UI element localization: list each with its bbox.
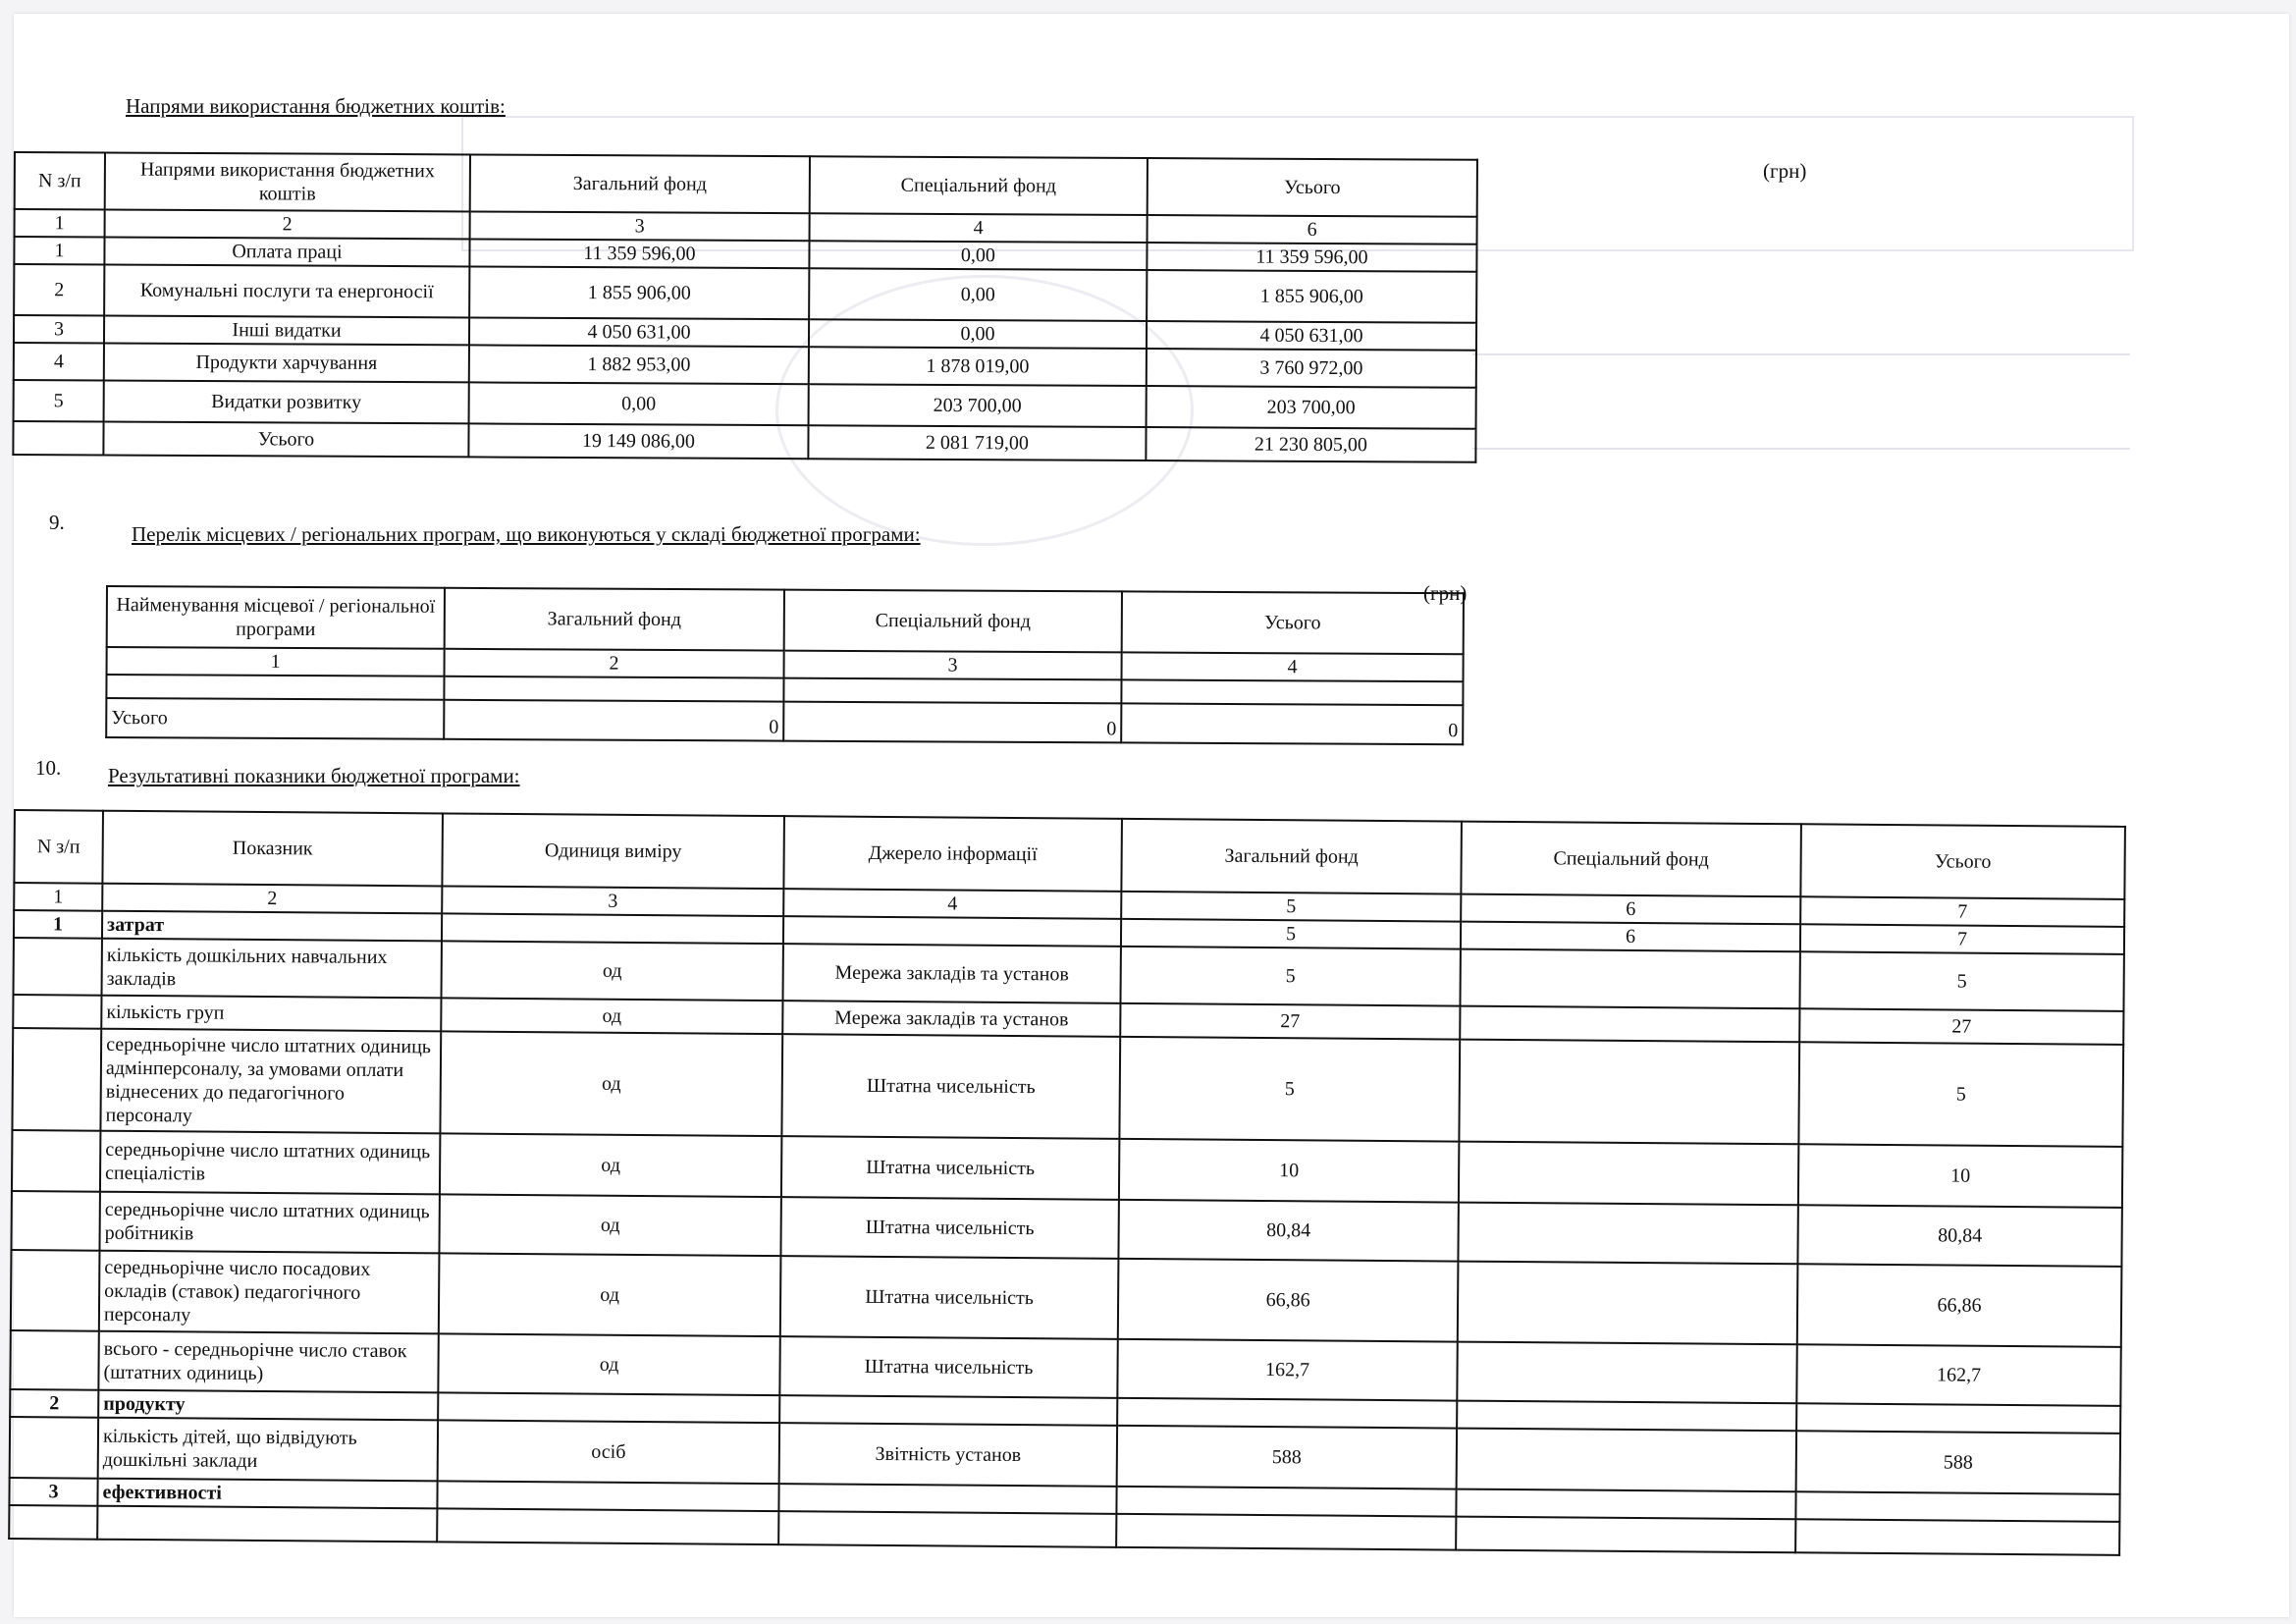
col-number: 1	[14, 883, 102, 911]
empty-cell	[444, 677, 783, 702]
col-number: 2	[445, 649, 784, 678]
indicator-name: середньорічне число штатних одиниць спеціалістів	[100, 1131, 440, 1195]
empty-cell	[97, 1506, 437, 1543]
total: 80,84	[1797, 1205, 2121, 1267]
col-header: Джерело інформації	[783, 816, 1122, 892]
empty-cell	[1796, 1403, 2120, 1434]
indicator-unit: од	[439, 1194, 780, 1256]
empty-cell	[9, 1505, 97, 1540]
empty-cell	[437, 1481, 778, 1511]
indicator-source: Штатна чисельність	[780, 1256, 1119, 1339]
empty-cell	[106, 675, 444, 700]
special-fund: 0	[783, 702, 1121, 743]
indicator-source: Штатна чисельність	[781, 1034, 1120, 1139]
indicator-name: кількість груп	[101, 996, 441, 1032]
col-number: 4	[783, 889, 1121, 919]
col-number: 5	[1121, 892, 1461, 922]
special-fund	[1460, 1006, 1799, 1043]
section9-title: Перелік місцевих / регіональних програм, що виконуються у складі бюджетної програми:	[132, 522, 921, 546]
group-number: 2	[10, 1389, 98, 1418]
direction-name: Продукти харчування	[104, 343, 469, 382]
empty-cell	[1117, 1398, 1457, 1429]
empty-cell	[783, 678, 1121, 704]
indicator-name: середньорічне число штатних одиниць робітників	[99, 1192, 439, 1254]
empty-cell	[1457, 1401, 1796, 1432]
indicator-name: середньорічне число штатних одиниць адмінперсоналу, за умовами оплати віднесених до педагогічного персоналу	[100, 1029, 441, 1134]
performance-indicators-table	[8, 809, 2126, 1556]
col-number: 3	[442, 886, 783, 916]
row-number: 2	[14, 264, 104, 315]
col-number: 6	[1148, 215, 1477, 244]
general-fund: 19 149 086,00	[468, 423, 808, 459]
col-header: Спеціальний фонд	[810, 156, 1148, 215]
total: 5	[1799, 951, 2123, 1011]
empty-cell	[1795, 1491, 2119, 1522]
total: 1 855 906,00	[1147, 270, 1476, 323]
col-header: Напрями використання бюджетних коштів	[105, 152, 470, 211]
indicator-source: Штатна чисельність	[780, 1197, 1118, 1259]
col-number: 1	[107, 647, 445, 677]
col-header: Усього	[1122, 591, 1464, 654]
total: 162,7	[1796, 1344, 2120, 1406]
col-header: Загальний фонд	[445, 588, 784, 651]
total: 3 760 972,00	[1147, 349, 1476, 388]
col-number: 4	[1122, 652, 1464, 681]
empty-cell	[10, 1330, 98, 1390]
col-header: N з/п	[14, 810, 103, 884]
total: 27	[1799, 1008, 2123, 1045]
indicator-unit: од	[440, 1031, 782, 1136]
col-header: Одиниця виміру	[442, 813, 784, 889]
indicator-source: Штатна чисельність	[779, 1336, 1117, 1398]
empty-cell	[437, 1508, 778, 1544]
general-fund: 1 855 906,00	[469, 266, 809, 319]
empty-cell	[1116, 1487, 1456, 1517]
indicator-source: Мережа закладів та установ	[782, 1001, 1120, 1037]
empty-cell	[12, 1028, 101, 1131]
empty-cell	[11, 1191, 99, 1251]
table-row	[14, 264, 1476, 323]
empty-cell	[778, 1511, 1116, 1547]
col-number: 6	[1461, 894, 1800, 925]
indicator-source: Мережа закладів та установ	[782, 944, 1120, 1003]
col-number: 6	[1461, 922, 1800, 952]
group-number: 3	[9, 1478, 97, 1506]
special-fund: 203 700,00	[809, 384, 1147, 427]
col-number: 2	[102, 884, 442, 914]
indicator-unit: осіб	[438, 1420, 779, 1484]
group-name: затрат	[102, 911, 442, 942]
general-fund: 27	[1120, 1003, 1460, 1040]
total: 21 230 805,00	[1146, 427, 1475, 462]
total-label: Усього	[103, 421, 468, 457]
empty-cell	[442, 913, 783, 944]
total: 588	[1796, 1431, 2120, 1494]
col-header: Найменування місцевої / регіональної програми	[107, 586, 445, 649]
indicator-unit: од	[439, 1253, 781, 1336]
special-fund: 2 081 719,00	[808, 425, 1146, 460]
special-fund	[1459, 1142, 1798, 1206]
general-fund: 5	[1119, 1037, 1460, 1142]
table-row	[12, 1028, 2123, 1147]
special-fund	[1459, 1040, 1799, 1145]
budget-directions-table	[12, 151, 1478, 463]
special-fund	[1458, 1203, 1797, 1265]
direction-name: Інші видатки	[104, 315, 469, 345]
indicator-name: всього - середньорічне число ставок (штатних одиниць)	[98, 1331, 438, 1393]
empty-cell	[1456, 1489, 1795, 1520]
indicator-unit: од	[438, 1333, 779, 1395]
empty-cell	[779, 1395, 1117, 1426]
total: 66,86	[1797, 1264, 2122, 1347]
empty-cell	[11, 1250, 100, 1331]
group-name: ефективності	[97, 1479, 437, 1509]
row-number: 1	[14, 237, 104, 264]
bleed-through-line	[1472, 353, 2130, 355]
general-fund: 10	[1119, 1139, 1459, 1203]
col-number: 3	[470, 211, 810, 241]
indicator-name: середньорічне число посадових окладів (ставок) педагогічного персоналу	[99, 1251, 440, 1334]
group-number: 1	[14, 910, 102, 939]
total: 203 700,00	[1147, 386, 1476, 429]
col-number: 7	[1800, 896, 2124, 927]
special-fund: 0,00	[809, 268, 1147, 321]
general-fund: 4 050 631,00	[469, 317, 809, 347]
empty-cell	[10, 1417, 98, 1479]
table-header-row	[107, 586, 1464, 654]
direction-name: Комунальні послуги та енергоносії	[104, 264, 469, 317]
special-fund: 0,00	[809, 241, 1147, 270]
section10-title: Результативні показники бюджетної програми:	[108, 764, 520, 787]
row-number: 5	[14, 380, 104, 421]
special-fund	[1460, 949, 1799, 1009]
special-fund	[1457, 1342, 1796, 1404]
empty-cell	[783, 916, 1121, 947]
table-header-row	[15, 152, 1477, 217]
direction-name: Видатки розвитку	[104, 380, 469, 423]
bleed-through-line	[1472, 448, 2130, 450]
indicator-source: Штатна чисельність	[781, 1136, 1119, 1200]
total: 5	[1798, 1042, 2123, 1147]
indicator-name: кількість дошкільних навчальних закладів	[102, 939, 442, 999]
empty-cell	[12, 1130, 100, 1192]
col-header: N з/п	[15, 152, 105, 209]
general-fund: 588	[1117, 1426, 1457, 1489]
empty-cell	[1121, 679, 1463, 705]
special-fund: 0,00	[809, 319, 1147, 349]
total: 11 359 596,00	[1147, 243, 1476, 272]
col-number: 4	[810, 213, 1148, 243]
col-number: 5	[1121, 919, 1461, 949]
general-fund: 11 359 596,00	[469, 239, 809, 268]
general-fund: 0	[444, 700, 783, 741]
section9-unit: (грн)	[1423, 581, 1468, 605]
col-header: Усього	[1148, 158, 1477, 217]
col-header: Показник	[102, 811, 443, 887]
empty-cell	[13, 421, 103, 455]
total-row	[106, 698, 1463, 744]
total-row	[13, 421, 1475, 462]
section10-number: 10.	[35, 756, 62, 780]
special-fund	[1458, 1262, 1798, 1345]
total-label: Усього	[106, 698, 444, 739]
empty-cell	[1116, 1514, 1456, 1550]
total: 10	[1798, 1144, 2122, 1208]
indicator-unit: од	[442, 941, 783, 1001]
section8-title: Напрями використання бюджетних коштів:	[126, 94, 506, 118]
col-header: Усього	[1800, 824, 2125, 899]
regional-programs-table	[105, 585, 1465, 745]
general-fund: 80,84	[1118, 1200, 1458, 1262]
empty-cell	[778, 1484, 1116, 1514]
empty-cell	[438, 1392, 779, 1423]
indicator-name: кількість дітей, що відвідують дошкільні заклади	[98, 1418, 438, 1482]
empty-cell	[1456, 1517, 1795, 1553]
col-header: Спеціальний фонд	[784, 590, 1122, 653]
direction-name: Оплата праці	[104, 237, 469, 266]
general-fund: 1 882 953,00	[469, 345, 809, 384]
indicator-unit: од	[441, 998, 782, 1034]
col-number: 3	[784, 651, 1122, 680]
special-fund	[1457, 1429, 1796, 1492]
general-fund: 5	[1120, 947, 1460, 1006]
col-number: 2	[105, 209, 470, 239]
col-header: Загальний фонд	[470, 154, 810, 213]
row-number: 3	[14, 315, 104, 343]
general-fund: 162,7	[1117, 1339, 1457, 1401]
total: 0	[1121, 703, 1463, 744]
indicator-source: Звітність установ	[779, 1423, 1117, 1487]
row-number: 4	[14, 343, 104, 380]
special-fund: 1 878 019,00	[809, 347, 1147, 386]
general-fund: 66,86	[1118, 1259, 1459, 1342]
total: 4 050 631,00	[1147, 321, 1476, 351]
col-header: Загальний фонд	[1121, 819, 1462, 894]
col-number: 7	[1800, 924, 2124, 954]
col-number: 1	[15, 209, 105, 237]
general-fund: 0,00	[469, 382, 809, 425]
group-name: продукту	[98, 1390, 438, 1421]
section8-unit: (грн)	[1763, 159, 1807, 183]
indicator-unit: од	[440, 1133, 781, 1197]
empty-cell	[1795, 1519, 2119, 1555]
section9-number: 9.	[49, 511, 65, 534]
empty-cell	[14, 938, 102, 996]
col-header: Спеціальний фонд	[1461, 822, 1801, 897]
empty-cell	[13, 995, 101, 1029]
